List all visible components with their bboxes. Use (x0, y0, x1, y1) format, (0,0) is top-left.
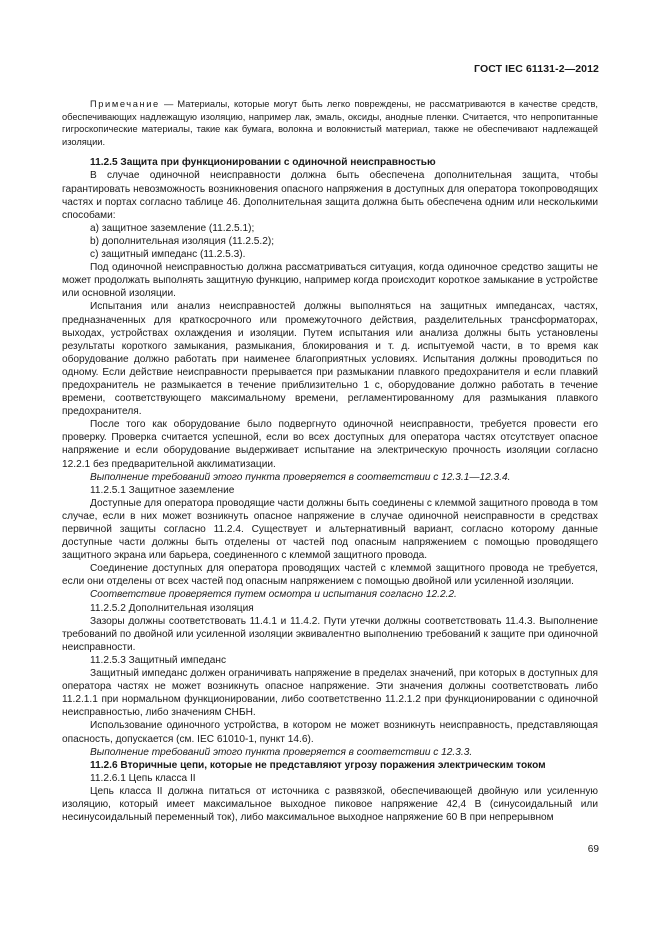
section-heading-11-2-6: 11.2.6 Вторичные цепи, которые не представляют угрозу поражения электрическим током (90, 759, 546, 771)
note-text: — Материалы, которые могут быть легко повреждены, не рассматриваются в качестве средств, обеспечивающих надлежащую изоляцию, например лак, эмаль, оксиды, анодные пленки. Считается, что непропитанные гигроскопические материалы, такие как бумага, волокна и волокнистый материал, также не обеспечивают надлежащей изоляции. (62, 99, 598, 147)
compliance-note: Выполнение требований этого пункта проверяется в соответствии с 12.3.1—12.3.4. (90, 471, 511, 483)
note-paragraph (62, 98, 598, 148)
paragraph: Испытания или анализ неисправностей должны выполняться на защитных импедансах, частях, предназначенных для краткосрочного или промежуточного действия, разделительных трансформаторах, выходах, устройствах охлаждения и изоляции. Путем испытания или анализа должны быть установлены результаты короткого замыкания, размыкания, блокирования и т. д. испытуемой части, в то время как оборудование должно работать при наименее благоприятных условиях. Испытания должны проводиться по одному. Если действие неисправности прерывается при размыкании плавкого предохранителя и если плавкий предохранитель не размыкается в течение приблизительно 1 с, оборудование должно работать в течение времени, соответствующего максимальному времени, регламентированному для размыкания плавкого предохранителя. (62, 301, 598, 418)
list-item-a: a) защитное заземление (11.2.5.1); (90, 222, 255, 234)
paragraph: Под одиночной неисправностью должна рассматриваться ситуация, когда одиночное средство защиты не может продолжать выполнять защитную функцию, например когда происходит короткое замыкание в устройстве или основной изоляции. (62, 262, 598, 300)
section-heading-11-2-5: 11.2.5 Защита при функционировании с одиночной неисправностью (90, 157, 436, 169)
subsection-heading-11-2-5-1: 11.2.5.1 Защитное заземление (90, 484, 235, 496)
paragraph: Доступные для оператора проводящие части должны быть соединены с клеммой защитного провода в том случае, если в них может возникнуть опасное напряжение в случае одиночной неисправности в средствах первичной защиты согласно 11.2.4. Существует и альтернативный вариант, согласно которому данные доступные части должны быть отделены от частей под опасным напряжением с помощью проводящего защитного экрана или барьера, соединенного с клеммой защитного провода. (62, 497, 598, 562)
document-header: ГОСТ IEC 61131-2—2012 (474, 63, 599, 75)
compliance-note: Соответствие проверяется путем осмотра и испытания согласно 12.2.2. (90, 589, 457, 601)
page-body (62, 98, 598, 824)
paragraph: Цепь класса II должна питаться от источника с развязкой, обеспечивающей двойную или усиленную изоляцию, который имеет максимальное выходное пиковое напряжение 42,4 В (синусоидальный или несинусоидальный переменный ток), либо максимальное выходное напряжение 60 В при непрерывном (62, 785, 598, 824)
list-item-b: b) дополнительная изоляция (11.2.5.2); (90, 235, 275, 247)
compliance-note: Выполнение требований этого пункта проверяется в соответствии с 12.3.3. (90, 746, 473, 758)
subsection-heading-11-2-5-2: 11.2.5.2 Дополнительная изоляция (90, 602, 254, 614)
subsection-heading-11-2-6-1: 11.2.6.1 Цепь класса II (90, 772, 196, 784)
subsection-heading-11-2-5-3: 11.2.5.3 Защитный импеданс (90, 654, 227, 666)
paragraph: В случае одиночной неисправности должна быть обеспечена дополнительная защита, чтобы гарантировать невозможность возникновения опасного напряжения в доступных для оператора токопроводящих частях и портах согласно таблице 46. Дополнительная защита должна быть обеспечена одним или несколькими способами: (62, 170, 598, 221)
paragraph: Защитный импеданс должен ограничивать напряжение в пределах значений, при которых в доступных для оператора частях не может возникнуть опасное напряжение. Эти значения должны соответствовать либо 11.2.1.1 при нормальном функционировании, либо соответственно 11.2.1.2 при функционировании с одиночной неисправностью, либо значениям СНБН. (62, 668, 598, 719)
paragraph: Зазоры должны соответствовать 11.4.1 и 11.4.2. Пути утечки должны соответствовать 11.4.3. Выполнение требований по двойной или усиленной изоляции эквивалентно выполнению требований к защите при одиночной неисправности. (62, 615, 598, 653)
paragraph: Соединение доступных для оператора проводящих частей с клеммой защитного провода не требуется, если они отделены от всех частей под опасным напряжением с помощью двойной или усиленной изоляции. (62, 563, 598, 588)
page-number: 69 (587, 844, 599, 855)
list-item-c: c) защитный импеданс (11.2.5.3). (90, 249, 246, 261)
paragraph: После того как оборудование было подвергнуто одиночной неисправности, требуется провести его проверку. Проверка считается успешной, если во всех доступных для оператора частях отсутствует опасное напряжение и если оборудование выдерживает испытание на электрическую прочность изоляции согласно 12.2.1 без предварительной акклиматизации. (62, 419, 598, 470)
paragraph: Использование одиночного устройства, в котором не может возникнуть неисправность, представляющая опасность, допускается (см. IEC 61010-1, пункт 14.6). (62, 720, 598, 745)
note-label: Примечание (90, 99, 160, 109)
